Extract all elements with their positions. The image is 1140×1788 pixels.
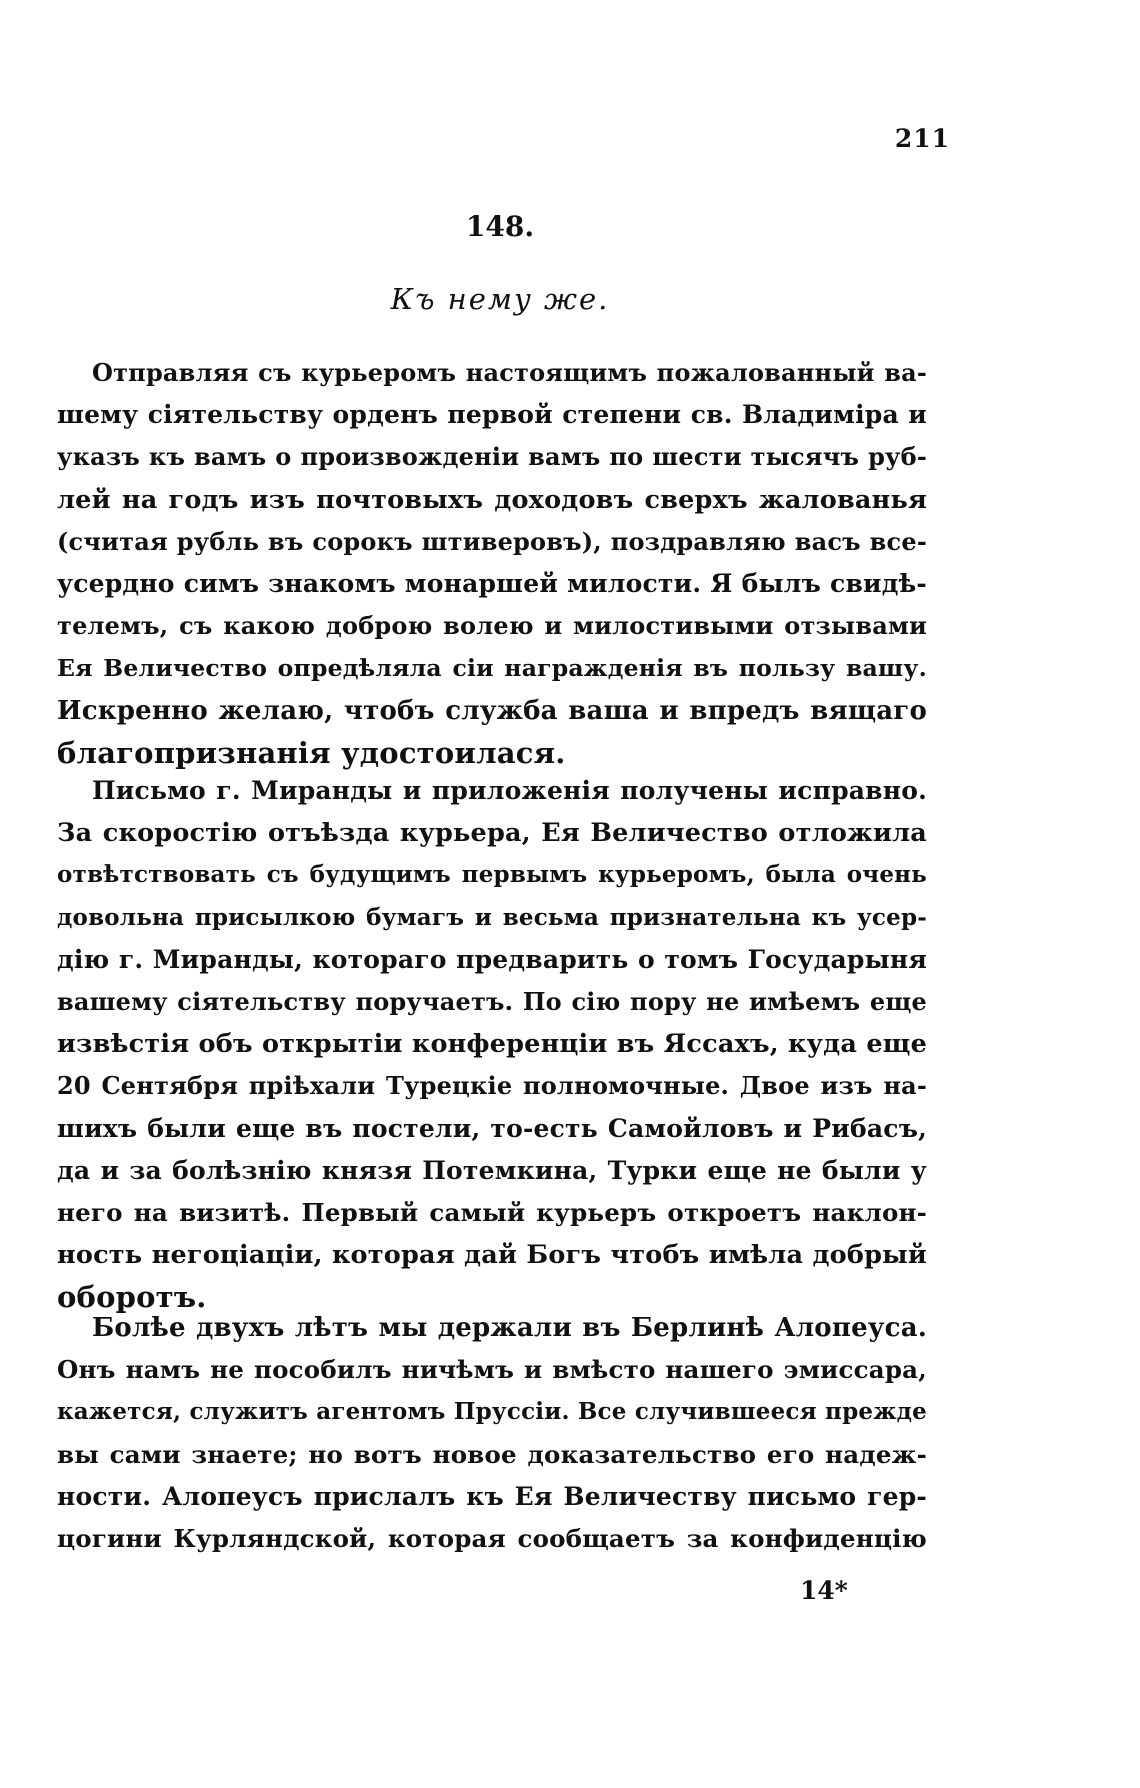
text-line: Письмо г. Миранды и приложенія получены исправно. bbox=[92, 776, 927, 805]
text-line: вы сами знаете; но вотъ новое доказательство его надеж- bbox=[57, 1439, 927, 1469]
text-line: ности. Алопеусъ прислалъ къ Ея Величеству письмо гер- bbox=[57, 1481, 927, 1511]
paragraph-1 bbox=[57, 352, 927, 774]
text-line: извѣстія объ открытіи конференціи въ Яссахъ, куда еще bbox=[57, 1029, 927, 1060]
text-line: шему сіятельству орденъ первой степени св. Владиміра и bbox=[57, 400, 927, 430]
text-line: лей на годъ изъ почтовыхъ доходовъ сверхъ жалованья bbox=[57, 484, 927, 515]
letter-heading: Къ нему же. bbox=[390, 282, 610, 316]
text-line: Онъ намъ не пособилъ ничѣмъ и вмѣсто нашего эмиссара, bbox=[57, 1355, 927, 1385]
text-line: указъ къ вамъ о произвожденіи вамъ по шести тысячъ руб- bbox=[57, 442, 927, 472]
paragraph-2 bbox=[57, 770, 927, 1318]
text-line: Болѣе двухъ лѣтъ мы держали въ Берлинѣ Алопеуса. bbox=[92, 1313, 927, 1343]
text-line: Искренно желаю, чтобъ служба ваша и впредъ вящаго bbox=[57, 695, 927, 726]
text-line: цогини Курляндской, которая сообщаетъ за конфиденцію bbox=[57, 1523, 927, 1553]
text-line: шихъ были еще въ постели, то-есть Самойловъ и Рибасъ, bbox=[57, 1113, 927, 1143]
text-line: отвѣтствовать съ будущимъ первымъ курьеромъ, была очень bbox=[57, 861, 927, 889]
text-line: Отправляя съ курьеромъ настоящимъ пожалованный ва- bbox=[92, 358, 927, 387]
signature-mark: 14* bbox=[800, 1576, 848, 1605]
text-line: дію г. Миранды, котораго предварить о томъ Государыня bbox=[57, 944, 927, 974]
page-number: 211 bbox=[894, 124, 950, 153]
text-line: Ея Величество опредѣляла сіи награжденія въ пользу вашу. bbox=[57, 654, 927, 683]
text-line: За скоростію отъѣзда курьера, Ея Величество отложила bbox=[57, 818, 927, 849]
text-line: довольна присылкою бумагъ и весьма признательна къ усер- bbox=[57, 903, 927, 931]
text-line: благопризнанія удостоилася. bbox=[57, 735, 566, 770]
text-line: ность негоціаціи, которая дай Богъ чтобъ имѣла добрый bbox=[57, 1240, 927, 1271]
paragraph-3 bbox=[57, 1307, 927, 1560]
letter-number: 148. bbox=[465, 210, 535, 243]
text-line: телемъ, съ какою доброю волею и милостивыми отзывами bbox=[57, 611, 927, 641]
text-line: да и за болѣзнію князя Потемкина, Турки еще не были у bbox=[57, 1155, 927, 1185]
text-line: 20 Сентября пріѣхали Турецкіе полномочные. Двое изъ на- bbox=[57, 1071, 927, 1101]
text-line: (считая рубль въ сорокъ штиверовъ), поздравляю васъ все- bbox=[57, 526, 927, 556]
text-line: кажется, служитъ агентомъ Пруссіи. Все случившееся прежде bbox=[57, 1398, 927, 1426]
text-line: вашему сіятельству поручаетъ. По сію пору не имѣемъ еще bbox=[57, 986, 927, 1016]
text-line: усердно симъ знакомъ монаршей милости. Я былъ свидѣ- bbox=[57, 568, 927, 598]
text-line: него на визитѣ. Первый самый курьеръ откроетъ наклон- bbox=[57, 1197, 927, 1227]
text-line: оборотъ. bbox=[57, 1280, 207, 1315]
